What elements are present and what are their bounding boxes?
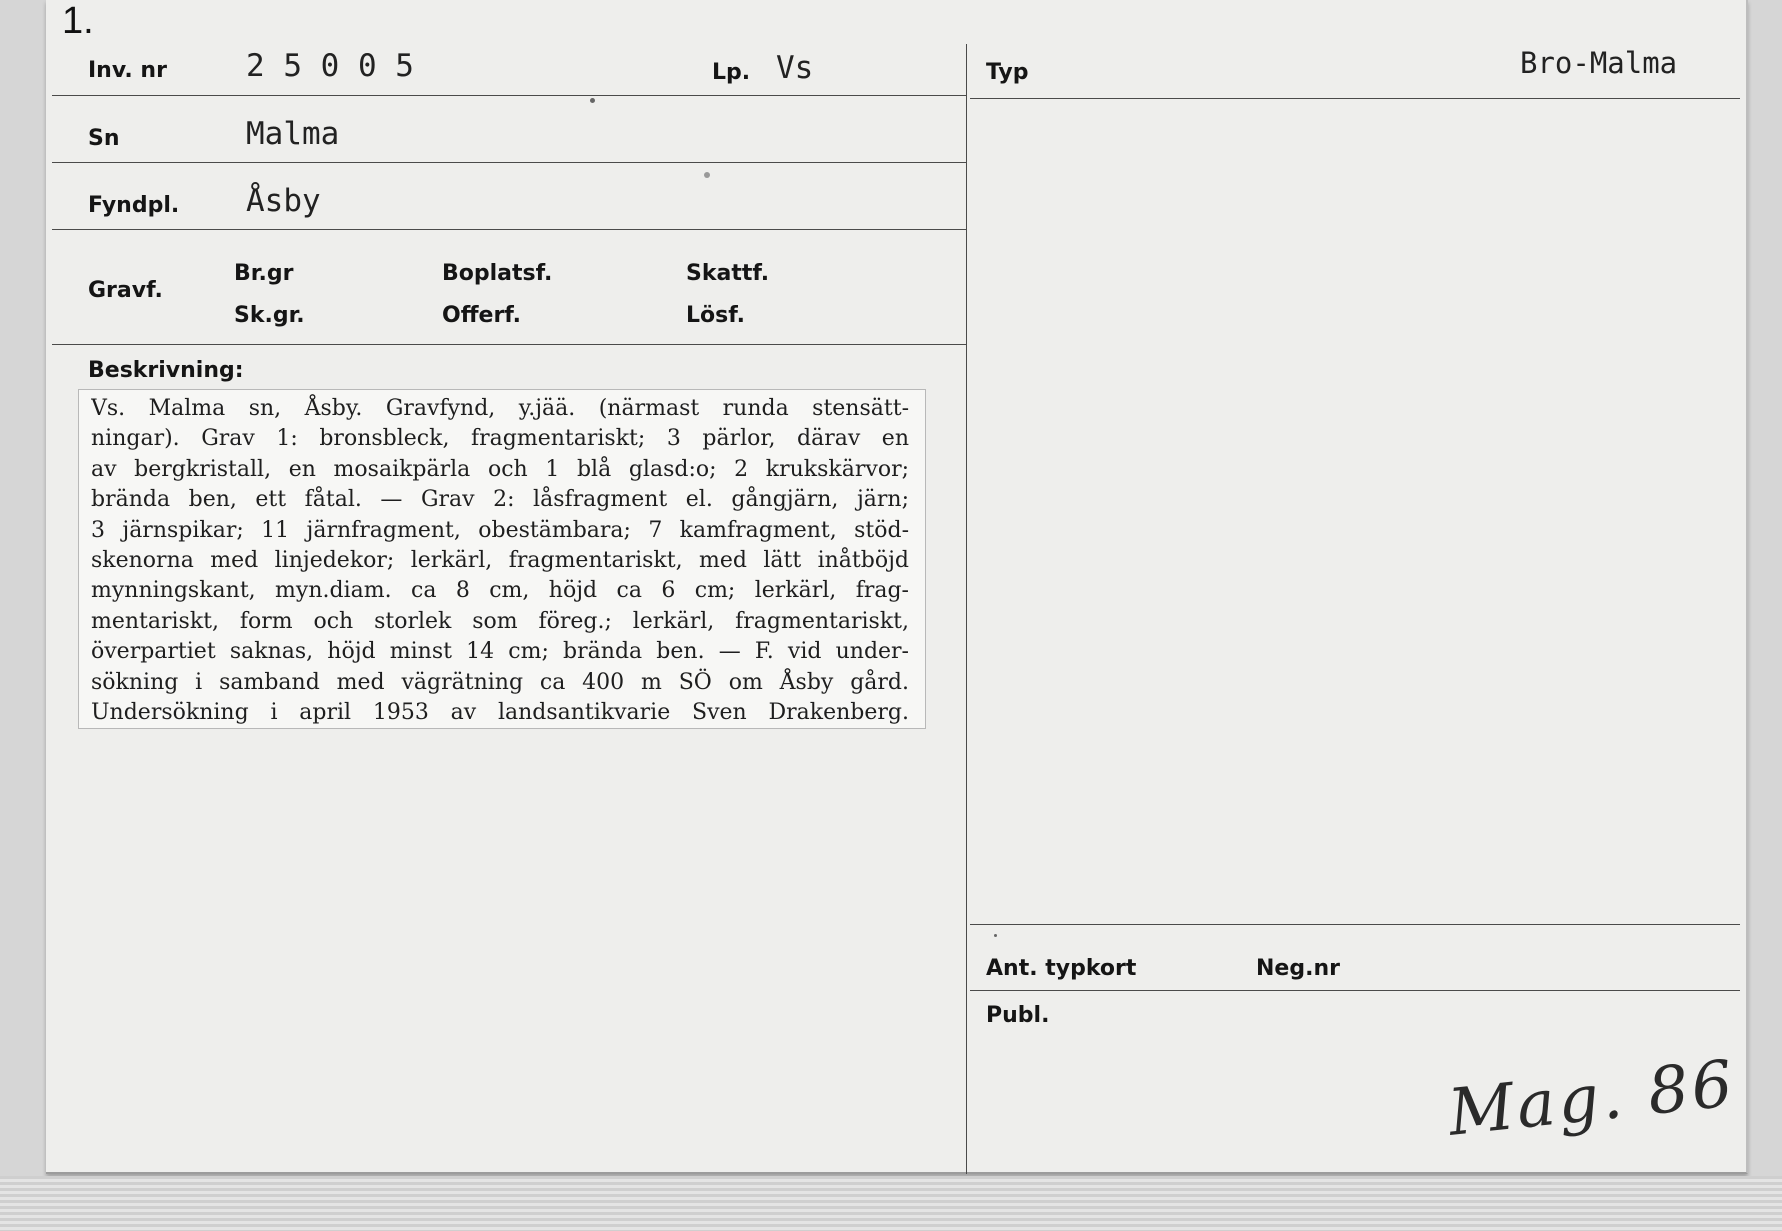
publ-label: Publ. <box>986 1003 1050 1028</box>
typ-label: Typ <box>986 60 1029 85</box>
description-line: ningar). Grav 1: bronsbleck, fragmentariskt; 3 pärlor, därav en <box>91 426 909 452</box>
description-line: överpartiet saknas, höjd minst 14 cm; brända ben. — F. vid under- <box>91 639 909 665</box>
sn-label: Sn <box>88 126 120 151</box>
skattf-label: Skattf. <box>686 261 770 286</box>
losf-label: Lösf. <box>686 303 745 328</box>
typ-value: Bro-Malma <box>1520 46 1678 80</box>
fyndpl-label: Fyndpl. <box>88 193 180 218</box>
lp-value: Vs <box>776 50 814 86</box>
dust-speck <box>994 934 997 937</box>
rule-ant-typkort-top <box>970 924 1740 925</box>
boplatsf-label: Boplatsf. <box>442 261 553 286</box>
inv-nr-label: Inv. nr <box>88 58 167 83</box>
description-line: brända ben, ett fåtal. — Grav 2: låsfragment el. gångjärn, järn; <box>91 487 909 513</box>
description-line: av bergkristall, en mosaikpärla och 1 blå glasd:o; 2 krukskärvor; <box>91 456 909 482</box>
card-number: 1. <box>62 0 94 42</box>
rule-typ <box>970 98 1740 99</box>
rule-publ-top <box>970 990 1740 991</box>
dust-speck <box>590 98 595 103</box>
fyndpl-value: Åsby <box>246 183 321 219</box>
rule-sn <box>52 162 966 163</box>
handwritten-signature: Mag. 86 <box>1444 1047 1739 1151</box>
description-line: mentariskt, form och storlek som föreg.; lerkärl, fragmentariskt, <box>91 608 909 634</box>
scan-background-strip <box>0 1176 1782 1231</box>
ant-typkort-label: Ant. typkort <box>986 956 1137 981</box>
description-line: Undersökning i april 1953 av landsantikvarie Sven Drakenberg. <box>91 699 909 725</box>
dust-speck <box>704 172 710 178</box>
beskrivning-label: Beskrivning: <box>88 358 244 383</box>
description-slip <box>78 389 926 729</box>
skgr-label: Sk.gr. <box>234 303 305 328</box>
description-line: 3 järnspikar; 11 järnfragment, obestämbara; 7 kamfragment, stöd- <box>91 517 909 543</box>
rule-gravf <box>52 344 966 345</box>
offerf-label: Offerf. <box>442 303 522 328</box>
description-line: sökning i samband med vägrätning ca 400 m SÖ om Åsby gård. <box>91 669 909 695</box>
sn-value: Malma <box>246 116 340 152</box>
neg-nr-label: Neg.nr <box>1256 956 1340 981</box>
description-line: skenorna med linjedekor; lerkärl, fragmentariskt, med lätt inåtböjd <box>91 547 909 573</box>
inv-nr-value: 2 5 0 0 5 <box>246 48 414 84</box>
lp-label: Lp. <box>712 60 751 85</box>
description-line: Vs. Malma sn, Åsby. Gravfynd, y.jää. (närmast runda stensätt- <box>91 396 909 421</box>
column-divider <box>966 44 967 1174</box>
brgr-label: Br.gr <box>234 261 294 286</box>
rule-inv <box>52 95 966 96</box>
gravf-label: Gravf. <box>88 278 163 303</box>
rule-fyndpl <box>52 229 966 230</box>
description-line: mynningskant, myn.diam. ca 8 cm, höjd ca 6 cm; lerkärl, frag- <box>91 578 909 604</box>
